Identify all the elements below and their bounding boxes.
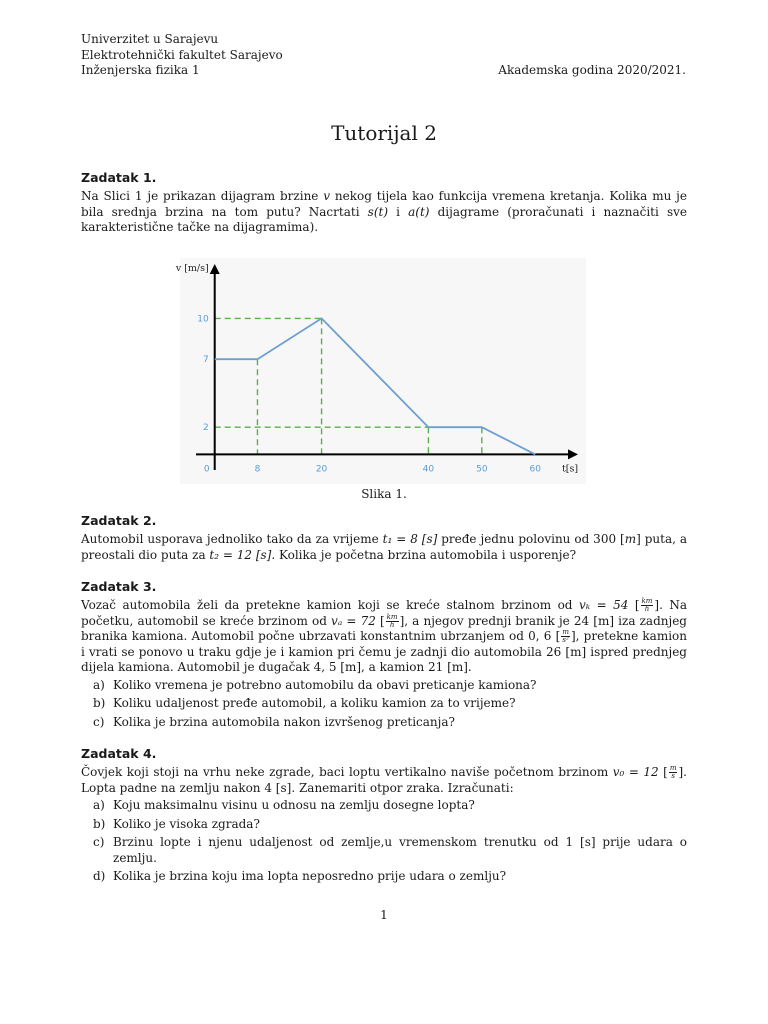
x-tick-label: 40 [422, 464, 435, 475]
task-3 [81, 579, 687, 733]
figure-caption: Slika 1. [361, 487, 407, 501]
task-2 [81, 513, 687, 563]
faculty-name: Elektrotehnički fakultet Sarajevo [81, 47, 283, 62]
unit-km-per-h: $\frac{km}{h}$ [386, 612, 398, 629]
y-axis-label: v [m/s] [175, 263, 209, 274]
task-4-questions [81, 798, 687, 885]
y-tick-label: 10 [197, 314, 209, 325]
page-title: Tutorijal 2 [331, 121, 437, 145]
list-item: a) Koju maksimalnu visinu u odnosu na zemlju dosegne lopta? [93, 798, 475, 812]
list-item: c) Kolika je brzina automobila nakon izvršenog preticanja? [93, 714, 455, 729]
unit-km-per-h: $\frac{km}{h}$ [641, 597, 653, 613]
task-4-text: Čovjek koji stoji na vrhu neke zgrade, baci loptu vertikalno naviše početnom brzinom v₀ = 12 [ $\frac{m}{s}$ ]. Lopta padne na zemlju nakon 4 [s]. Zanemariti otpor zraka. Izračunati: [81, 764, 687, 795]
y-tick-label: 2 [202, 423, 209, 434]
x-tick-label: 8 [254, 464, 261, 475]
x-axis-label: t[s] [561, 463, 579, 475]
unit-m-per-s: $\frac{m}{s}$ [669, 764, 677, 780]
x-tick-label: 20 [315, 464, 328, 475]
list-item: a) Koliko vremena je potrebno automobilu da obavi preticanje kamiona? [93, 677, 537, 692]
list-item: d) Kolika je brzina koju ima lopta neposredno prije udara o zemlju? [93, 869, 507, 883]
document-header [81, 32, 686, 79]
page-number: 1 [380, 908, 388, 922]
task-3-heading: Zadatak 3. [81, 579, 157, 594]
task-1-text: Na Slici 1 je prikazan dijagram brzine v nekog tijela kao funkcija vremena kretanja. Kolika mu je bila srednja brzina na tom putu? Nacrtati s(t) i a(t) dijagrame (proračunati i naznačiti sve karakteristične tačke na dijagramima). [81, 189, 688, 234]
academic-year: Akademska godina 2020/2021. [498, 63, 686, 77]
x-tick-label: 60 [529, 464, 541, 475]
task-1 [81, 170, 687, 236]
task-3-questions [81, 678, 687, 731]
task-2-text: Automobil usporava jednoliko tako da za vrijeme t₁ = 8 [s] pređe jednu polovinu od 300 [m] puta, a preostali dio puta za t₂ = 12 [s]. Kolika je početna brzina automobila i usporenje? [81, 532, 687, 562]
list-item: b) Koliku udaljenost pređe automobil, a koliku kamion za to vrijeme? [93, 696, 516, 710]
university-name: Univerzitet u Sarajevu [81, 32, 219, 46]
list-item: b) Koliko je visoka zgrada? [93, 816, 260, 831]
y-tick-label: 7 [202, 355, 209, 366]
unit-m-per-s2: $\frac{m}{\text{s²}}$ [562, 628, 569, 644]
x-tick-label: 50 [476, 464, 488, 475]
task-3-text: Vozač automobila želi da pretekne kamion koji se kreće stalnom brzinom od vₖ = 54 [ $\frac{km}{h}$ ]. Na početku, automobil se kreće brzinom od vₐ = 72 [ $\frac{km}{h}$ ], a njegov prednji branik je 24 [m] iza zadnjeg branika kamiona. Automobil počne ubrzavati konstantnim ubrzanjem od 0, 6 [ $\frac{m}{\text{s²}}$ ], pretekne kamion i vrati se ponovo u traku gdje je i kamion pri čemu je zadnji dio automobila 26 [m] ispred prednjeg dijela kamiona. Automobil je dugačak 4, 5 [m], a kamion 21 [m]. [81, 597, 688, 674]
list-item: c) Brzinu lopte i njenu udaljenost od zemlje,u vremenskom trenutku od 1 [s] prije udara o zemlju. [93, 835, 687, 865]
course-name: Inženjerska fizika 1 [81, 63, 200, 77]
task-4 [81, 746, 687, 888]
velocity-time-chart [175, 258, 586, 484]
task-1-heading: Zadatak 1. [81, 170, 157, 185]
task-4-heading: Zadatak 4. [81, 746, 157, 761]
task-2-heading: Zadatak 2. [81, 513, 157, 528]
x-tick-label: 0 [203, 464, 210, 475]
